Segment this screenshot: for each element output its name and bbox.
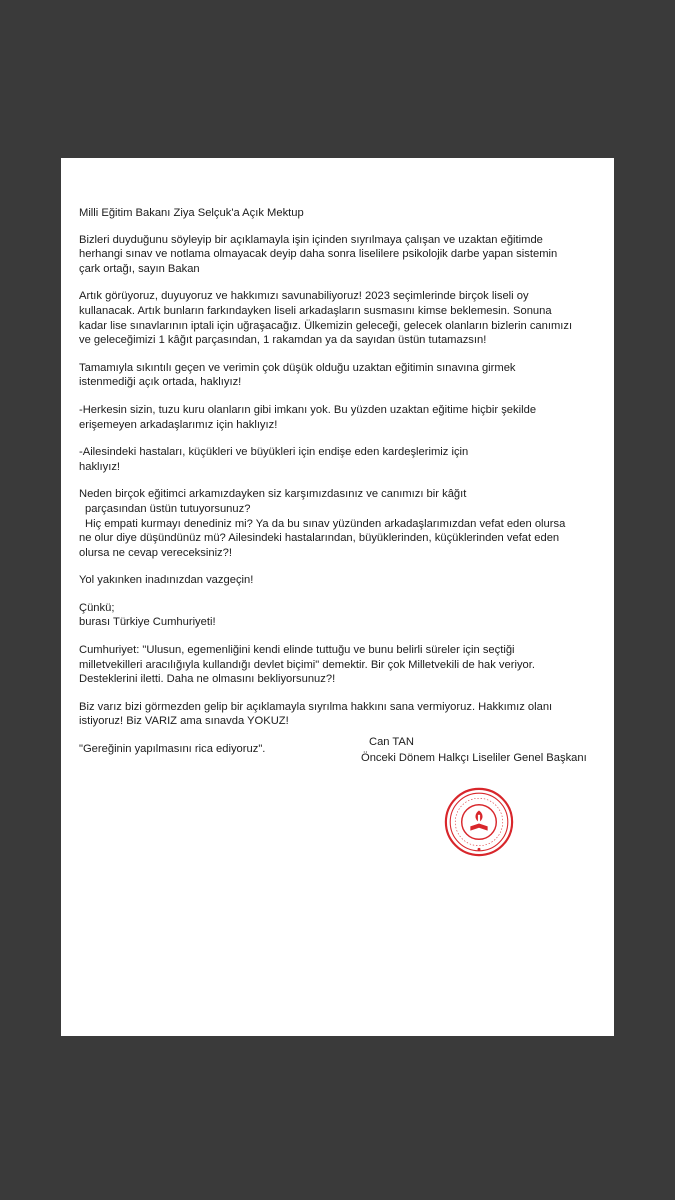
- ministry-seal-icon: [443, 786, 515, 858]
- paragraph-line: -Herkesin sizin, tuzu kuru olanların gibi imkanı yok. Bu yüzden uzaktan eğitime hiçbir şekilde: [79, 403, 537, 416]
- letter-page: [61, 158, 614, 1036]
- paragraph-5: [79, 445, 588, 474]
- paragraph-line: Çünkü;: [79, 601, 115, 614]
- paragraph-line: Tamamıyla sıkıntılı geçen ve verimin çok düşük olduğu uzaktan eğitimin sınavına girmek: [79, 361, 516, 374]
- paragraph-line: parçasından üstün tutuyorsunuz?: [85, 502, 251, 515]
- paragraph-line: Hiç empati kurmayı denediniz mi? Ya da bu sınav yüzünden arkadaşlarımızdan vefat eden olursa: [85, 517, 566, 530]
- paragraph-line: haklıyız!: [79, 460, 121, 473]
- paragraph-line: istiyoruz! Biz VARIZ ama sınavda YOKUZ!: [79, 715, 289, 728]
- paragraph-line: Bizleri duyduğunu söyleyip bir açıklamayla işin içinden sıyrılmaya çalışan ve uzaktan eğitimde: [79, 233, 543, 246]
- paragraph-line: olursa ne cevap vereceksiniz?!: [79, 546, 232, 559]
- signature-block: [361, 734, 587, 766]
- paragraph-line: ne olur diye düşündünüz mü? Ailesindeki hastalarından, büyüklerinden, küçüklerinden vefat eden: [79, 532, 560, 545]
- paragraph-line: kullanacak. Artık bunların farkındayken liseli arkadaşların susmasını kimse beklemesin. Sonuna: [79, 304, 552, 317]
- paragraph-3: [79, 361, 588, 390]
- paragraph-2: [79, 289, 588, 347]
- paragraph-line: herhangi sınav ve notlama olmayacak deyip daha sonra liselilere psikolojik darbe yapan sistemin: [79, 248, 558, 261]
- paragraph-line: milletvekilleri aracılığıyla kullandığı devlet biçimi" demektir. Bir çok Milletvekili de hak veriyor.: [79, 658, 535, 671]
- paragraph-4: [79, 403, 588, 432]
- paragraph-1: [79, 233, 588, 277]
- paragraph-10: [79, 700, 588, 729]
- letter-title: Milli Eğitim Bakanı Ziya Selçuk'a Açık Mektup: [79, 207, 304, 219]
- paragraph-line: Desteklerini iletti. Daha ne olmasını bekliyorsunuz?!: [79, 673, 336, 686]
- paragraph-line: -Ailesindeki hastaları, küçükleri ve büyükleri için endişe eden kardeşlerimiz için: [79, 446, 469, 459]
- paragraph-9: [79, 643, 588, 687]
- signature-role: Önceki Dönem Halkçı Liseliler Genel Başkanı: [361, 752, 587, 764]
- signature-name: Can TAN: [369, 736, 414, 748]
- paragraph-line: Yol yakınken inadınızdan vazgeçin!: [79, 574, 254, 587]
- paragraph-7: [79, 573, 588, 588]
- paragraph-line: Biz varız bizi görmezden gelip bir açıklamayla sıyrılma hakkını sana vermiyoruz. Hakkımız olanı: [79, 700, 553, 713]
- paragraph-line: Neden birçok eğitimci arkamızdayken siz karşımızdasınız ve canımızı bir kâğıt: [79, 488, 467, 501]
- paragraph-line: istenmediği açık ortada, haklıyız!: [79, 376, 242, 389]
- paragraph-8: [79, 601, 588, 630]
- paragraph-line: ve geleceğimizi 1 kâğıt parçasından, 1 rakamdan ya da sayıdan üstün tutamazsın!: [79, 334, 487, 347]
- paragraph-line: Cumhuriyet: "Ulusun, egemenliğini kendi elinde tuttuğu ve bunu belirli süreler için seçtiği: [79, 644, 515, 657]
- paragraph-line: kadar lise sınavlarının iptali için uğraşacağız. Ülkemizin geleceği, gelecek olanların bizlerin canımızı: [79, 319, 573, 332]
- paragraph-line: erişemeyen arkadaşlarımız için haklıyız!: [79, 418, 278, 431]
- paragraph-line: Artık görüyoruz, duyuyoruz ve hakkımızı savunabiliyoruz! 2023 seçimlerinde birçok liseli oy: [79, 290, 529, 303]
- paragraph-6: [79, 487, 588, 560]
- paragraph-line: "Gereğinin yapılmasını rica ediyoruz".: [79, 743, 266, 756]
- paragraph-line: burası Türkiye Cumhuriyeti!: [79, 616, 216, 629]
- paragraph-line: çark ortağı, sayın Bakan: [79, 262, 200, 275]
